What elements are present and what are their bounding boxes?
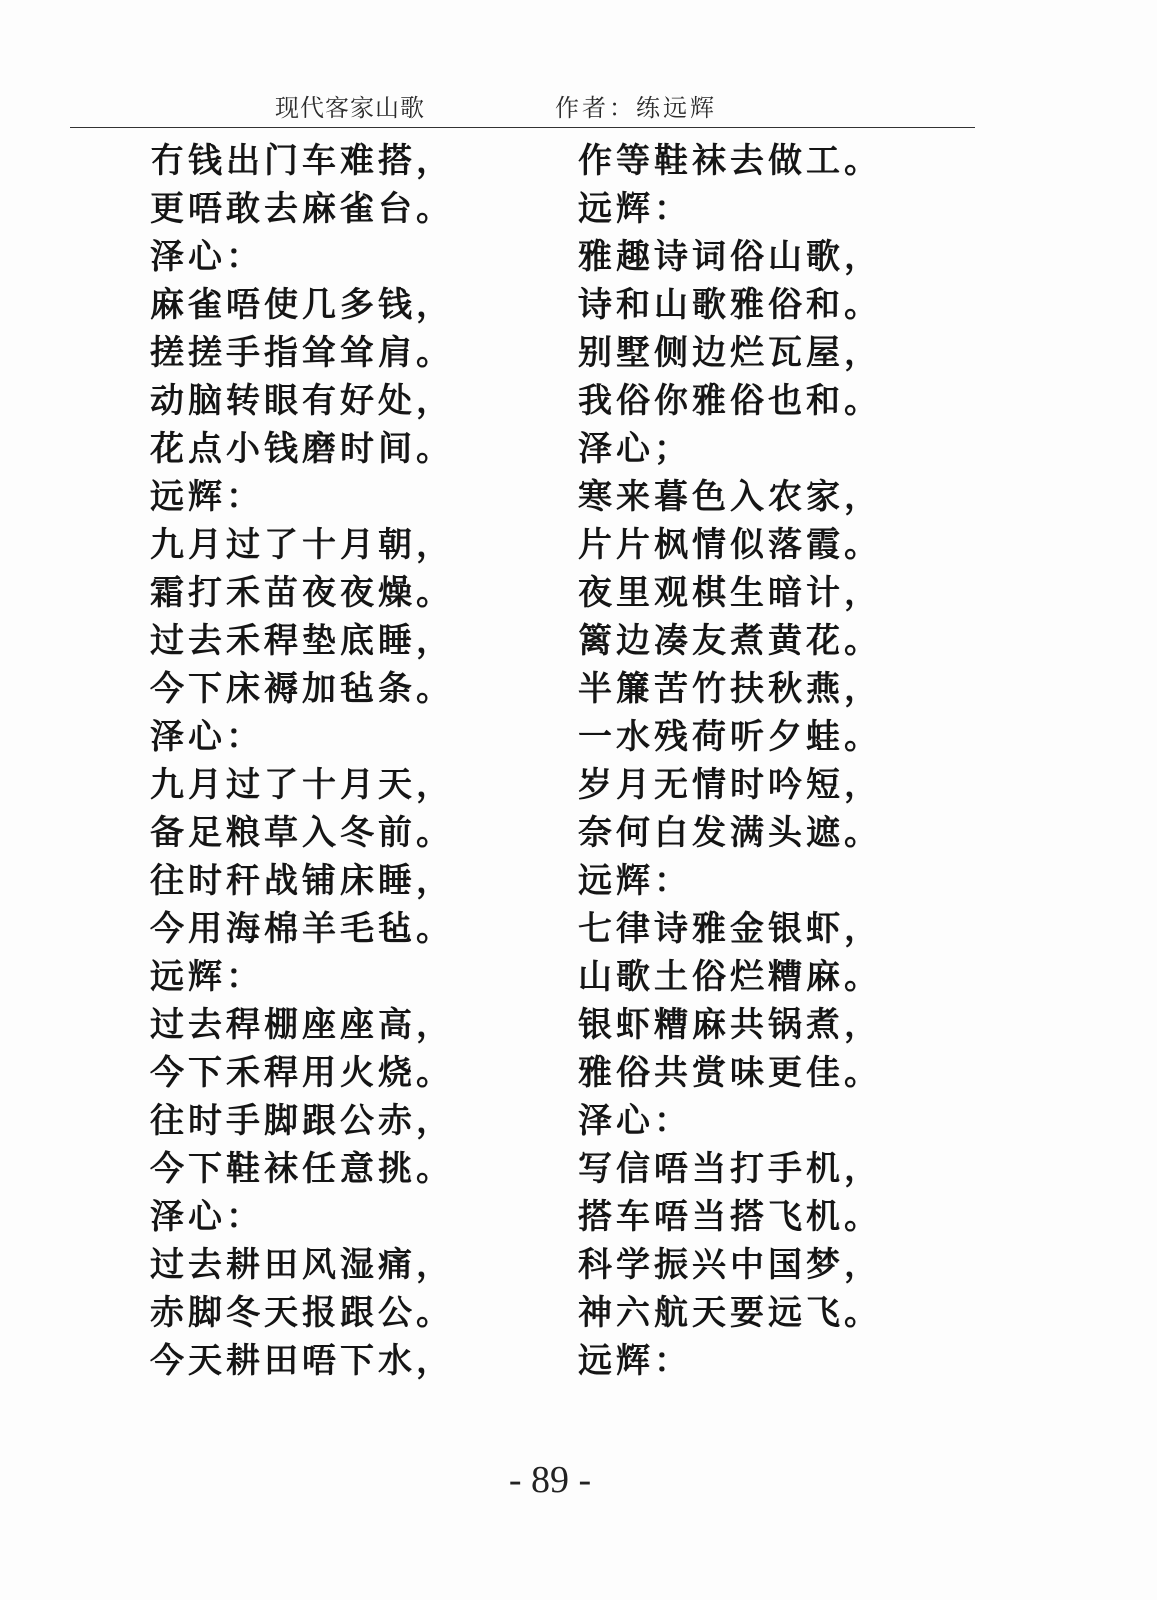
author-label: 作者：	[555, 94, 636, 122]
verse-line: 远辉：	[578, 1341, 692, 1381]
author-name: 练远辉	[636, 94, 717, 122]
author-credit	[555, 88, 717, 123]
verse-line: 神六航天要远飞。	[578, 1293, 882, 1333]
verse-line: 今下禾稈用火烧。	[150, 1053, 454, 1093]
verse-line: 科学振兴中国梦，	[578, 1245, 882, 1285]
verse-line: 今下床褥加毡条。	[150, 669, 454, 709]
verse-line: 泽心：	[150, 1197, 264, 1237]
verse-line: 赤脚冬天报跟公。	[150, 1293, 454, 1333]
verse-line: 过去耕田风湿痛，	[150, 1245, 454, 1285]
verse-line: 七律诗雅金银虾，	[578, 909, 882, 949]
verse-line: 泽心：	[150, 717, 264, 757]
verse-line: 搭车唔当搭飞机。	[578, 1197, 882, 1237]
verse-line: 更唔敢去麻雀台。	[150, 189, 454, 229]
verse-line: 麻雀唔使几多钱，	[150, 285, 454, 325]
verse-line: 泽心：	[578, 1101, 692, 1141]
book-title: 现代客家山歌	[275, 94, 425, 122]
verse-line: 雅趣诗词俗山歌，	[578, 237, 882, 277]
verse-line: 我俗你雅俗也和。	[578, 381, 882, 421]
verse-line: 动脑转眼有好处，	[150, 381, 454, 421]
verse-line: 今用海棉羊毛毡。	[150, 909, 454, 949]
verse-line: 泽心：	[150, 237, 264, 277]
verse-line: 往时手脚跟公赤，	[150, 1101, 454, 1141]
header-rule	[70, 127, 975, 128]
verse-line: 今下鞋袜任意挑。	[150, 1149, 454, 1189]
verse-line: 一水残荷听夕蛙。	[578, 717, 882, 757]
verse-line: 远辉：	[578, 189, 692, 229]
verse-line: 远辉：	[150, 477, 264, 517]
verse-line: 九月过了十月天，	[150, 765, 454, 805]
verse-line: 花点小钱磨时间。	[150, 429, 454, 469]
verse-line: 远辉：	[578, 861, 692, 901]
verse-line: 九月过了十月朝，	[150, 525, 454, 565]
verse-line: 作等鞋袜去做工。	[578, 141, 882, 181]
verse-line: 篱边凑友煮黄花。	[578, 621, 882, 661]
verse-line: 霜打禾苗夜夜燥。	[150, 573, 454, 613]
verse-line: 泽心；	[578, 429, 692, 469]
verse-line: 山歌土俗烂糟麻。	[578, 957, 882, 997]
verse-line: 夜里观棋生暗计，	[578, 573, 882, 613]
verse-line: 今天耕田唔下水，	[150, 1341, 454, 1381]
verse-line: 写信唔当打手机，	[578, 1149, 882, 1189]
verse-line: 岁月无情时吟短，	[578, 765, 882, 805]
verse-line: 别墅侧边烂瓦屋，	[578, 333, 882, 373]
verse-line: 过去稈棚座座高，	[150, 1005, 454, 1045]
verse-line: 往时秆战铺床睡，	[150, 861, 454, 901]
left-column	[150, 137, 454, 1385]
verse-line: 奈何白发满头遮。	[578, 813, 882, 853]
right-column	[578, 137, 882, 1385]
verse-line: 诗和山歌雅俗和。	[578, 285, 882, 325]
verse-line: 雅俗共赏味更佳。	[578, 1053, 882, 1093]
verse-line: 片片枫情似落霞。	[578, 525, 882, 565]
verse-line: 备足粮草入冬前。	[150, 813, 454, 853]
verse-line: 冇钱出门车难搭，	[150, 141, 454, 181]
page-number: - 89 -	[508, 1459, 592, 1501]
running-header	[70, 88, 975, 128]
verse-line: 寒来暮色入农家，	[578, 477, 882, 517]
verse-line: 半簾苦竹扶秋燕，	[578, 669, 882, 709]
verse-line: 银虾糟麻共锅煮，	[578, 1005, 882, 1045]
verse-line: 搓搓手指耸耸肩。	[150, 333, 454, 373]
verse-line: 远辉：	[150, 957, 264, 997]
verse-line: 过去禾稈垫底睡，	[150, 621, 454, 661]
